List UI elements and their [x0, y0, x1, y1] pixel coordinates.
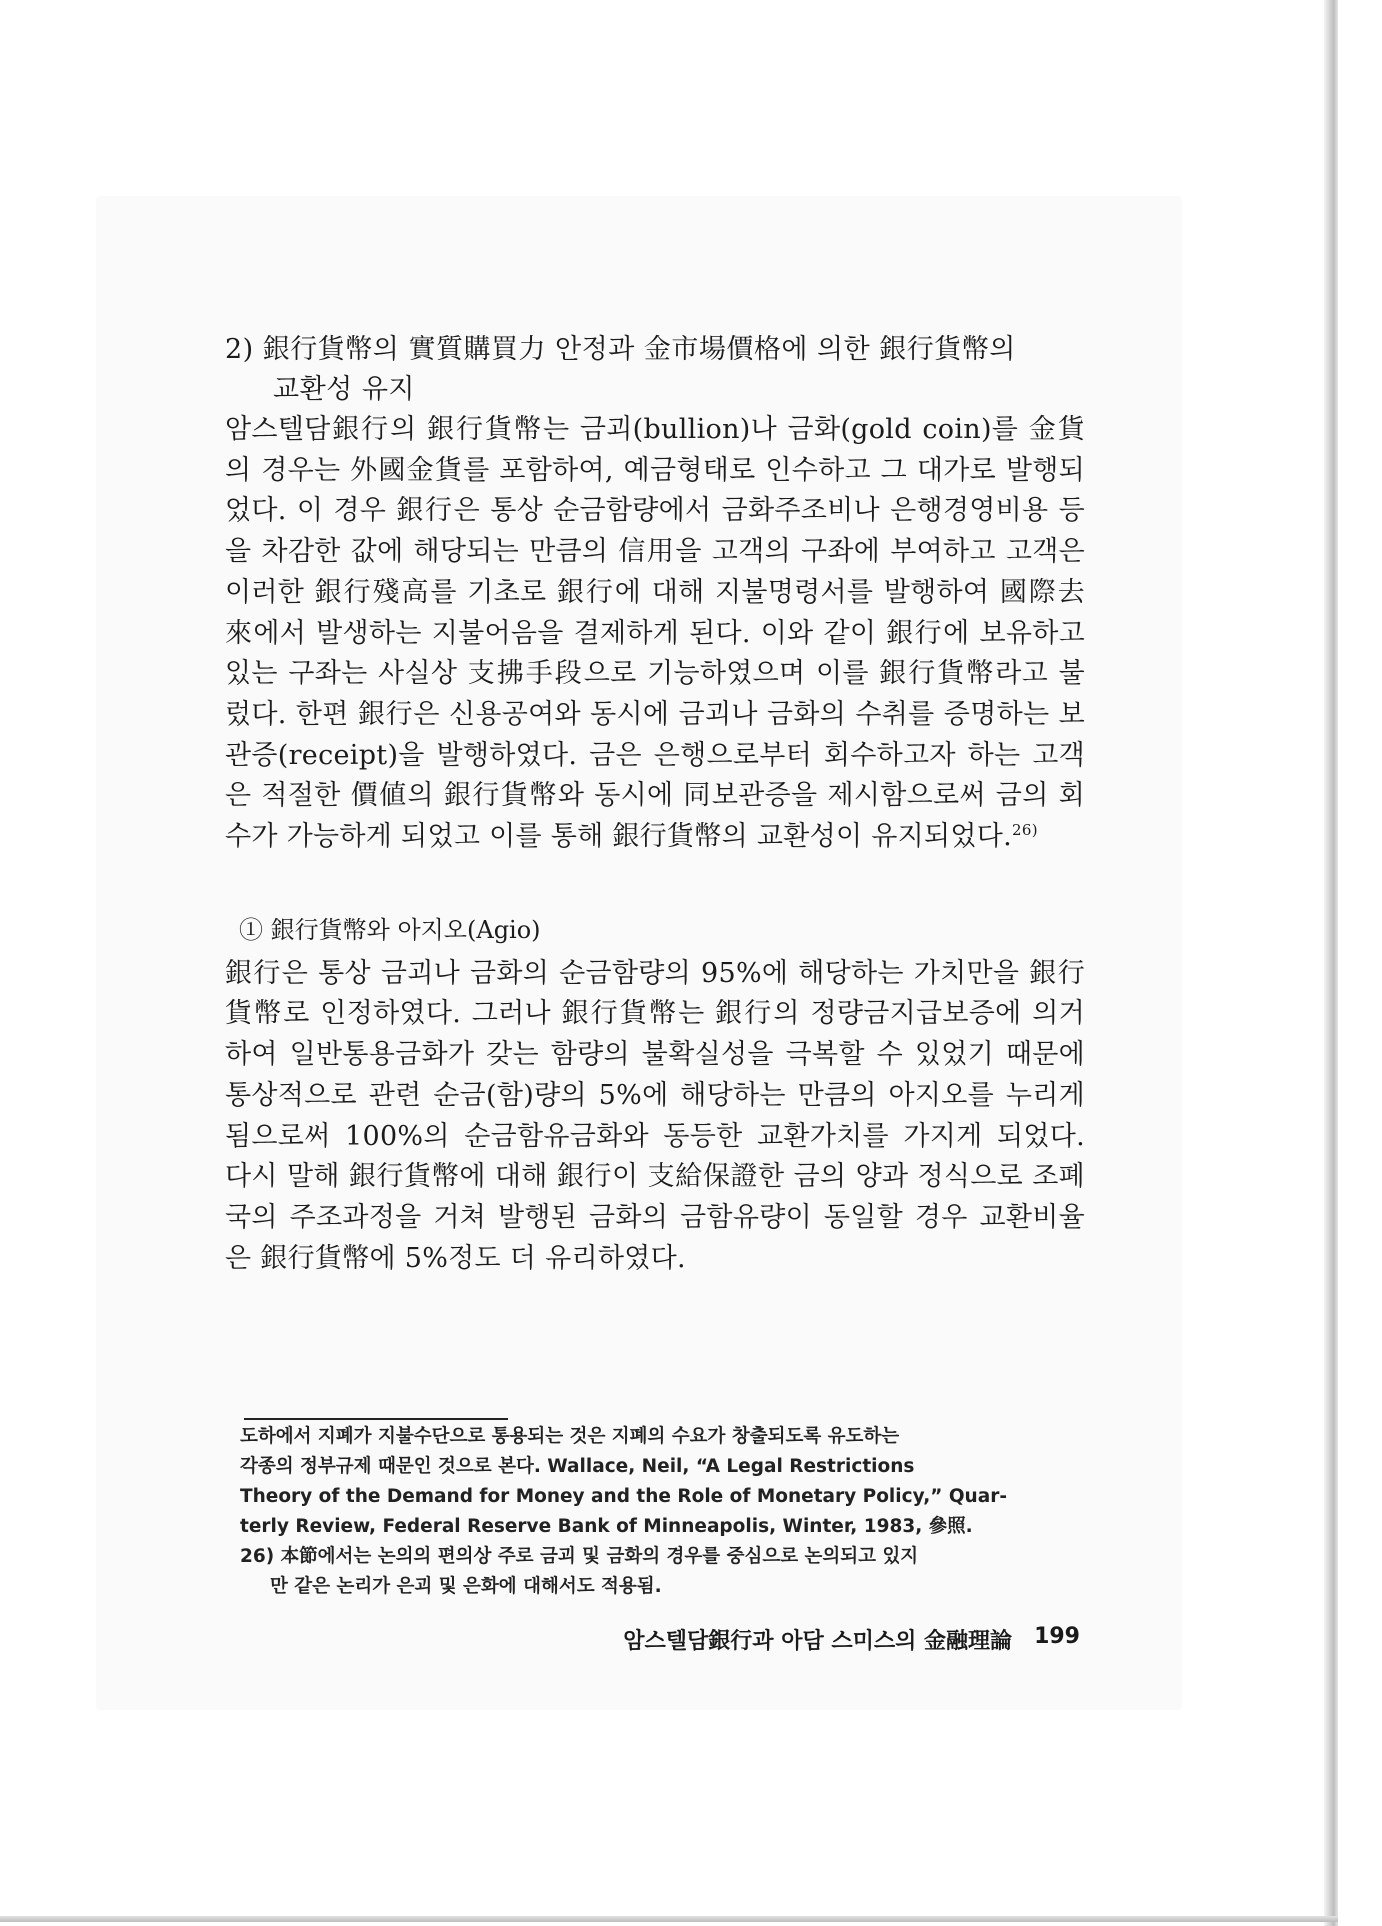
footnote-continued-line: terly Review, Federal Reserve Bank of Minneapolis, Winter, 1983, 參照. [240, 1516, 973, 1537]
section-paragraph [225, 410, 1085, 858]
footnote-26-continued: 만 같은 논리가 은괴 및 은화에 대해서도 적용됨. [270, 1576, 662, 1597]
section-heading-continued: 교환성 유지 [273, 374, 415, 405]
footnote-continued-line: 각종의 정부규제 때문인 것으로 본다. Wallace, Neil, “A Legal Restrictions [240, 1456, 915, 1477]
page-edge-right [1324, 0, 1338, 1926]
footnote-continued-line: Theory of the Demand for Money and the Role of Monetary Policy,” Quar- [240, 1486, 1008, 1507]
subsection-paragraph: 銀行은 통상 금괴나 금화의 순금함량의 95%에 해당하는 가치만을 銀行貨幣로 인정하였다. 그러나 銀行貨幣는 銀行의 정량금지급보증에 의거하여 일반통용금화가 갖는 함량의 불확실성을 극복할 수 있었기 때문에 통상적으로 관련 순금(함)량의 5%에 해당하는 만큼의 아지오를 누리게 됨으로써 100%의 순금함유금화와 동등한 교환가치를 가지게 되었다. 다시 말해 銀行貨幣에 대해 銀行이 支給保證한 금의 양과 정식으로 조폐국의 주조과정을 거쳐 발행된 금화의 금함유량이 동일할 경우 교환비율은 銀行貨幣에 5%정도 더 유리하였다. [225, 957, 1085, 1274]
page-body [225, 330, 1085, 1279]
footnote-26: 26) 本節에서는 논의의 편의상 주로 금괴 및 금화의 경우를 중심으로 논의되고 있지 [240, 1546, 919, 1567]
footnote-divider [244, 1418, 508, 1420]
page-number: 199 [1034, 1624, 1080, 1649]
footnote-ref-26: 26) [1012, 821, 1038, 840]
page-edge-bottom [0, 1916, 1338, 1922]
section-heading: 2) 銀行貨幣의 實質購買力 안정과 金市場價格에 의한 銀行貨幣의 [225, 334, 1016, 365]
running-title: 암스텔담銀行과 아담 스미스의 金融理論 [623, 1629, 1013, 1654]
footnote-continued-line: 도하에서 지폐가 지불수단으로 통용되는 것은 지폐의 수요가 창출되도록 유도하는 [240, 1426, 900, 1447]
page-footer [520, 1624, 1080, 1655]
footnotes [240, 1422, 1080, 1602]
section-paragraph-text: 암스텔담銀行의 銀行貨幣는 금괴(bullion)나 금화(gold coin)를 金貨의 경우는 外國金貨를 포함하여, 예금형태로 인수하고 그 대가로 발행되었다. 이 경우 銀行은 통상 순금함량에서 금화주조비나 은행경영비용 등을 차감한 값에 해당되는 만큼의 信用을 고객의 구좌에 부여하고 고객은 이러한 銀行殘高를 기초로 銀行에 대해 지불명령서를 발행하여 國際去來에서 발생하는 지불어음을 결제하게 된다. 이와 같이 銀行에 보유하고 있는 구좌는 사실상 支拂手段으로 기능하였으며 이를 銀行貨幣라고 불렀다. 한편 銀行은 신용공여와 동시에 금괴나 금화의 수취를 증명하는 보관증(receipt)을 발행하였다. 금은 은행으로부터 회수하고자 하는 고객은 적절한 價値의 銀行貨幣와 동시에 同보관증을 제시함으로써 금의 회수가 가능하게 되었고 이를 통해 銀行貨幣의 교환성이 유지되었다. [225, 414, 1085, 853]
subsection-heading: ① 銀行貨幣와 아지오(Agio) [239, 915, 541, 944]
